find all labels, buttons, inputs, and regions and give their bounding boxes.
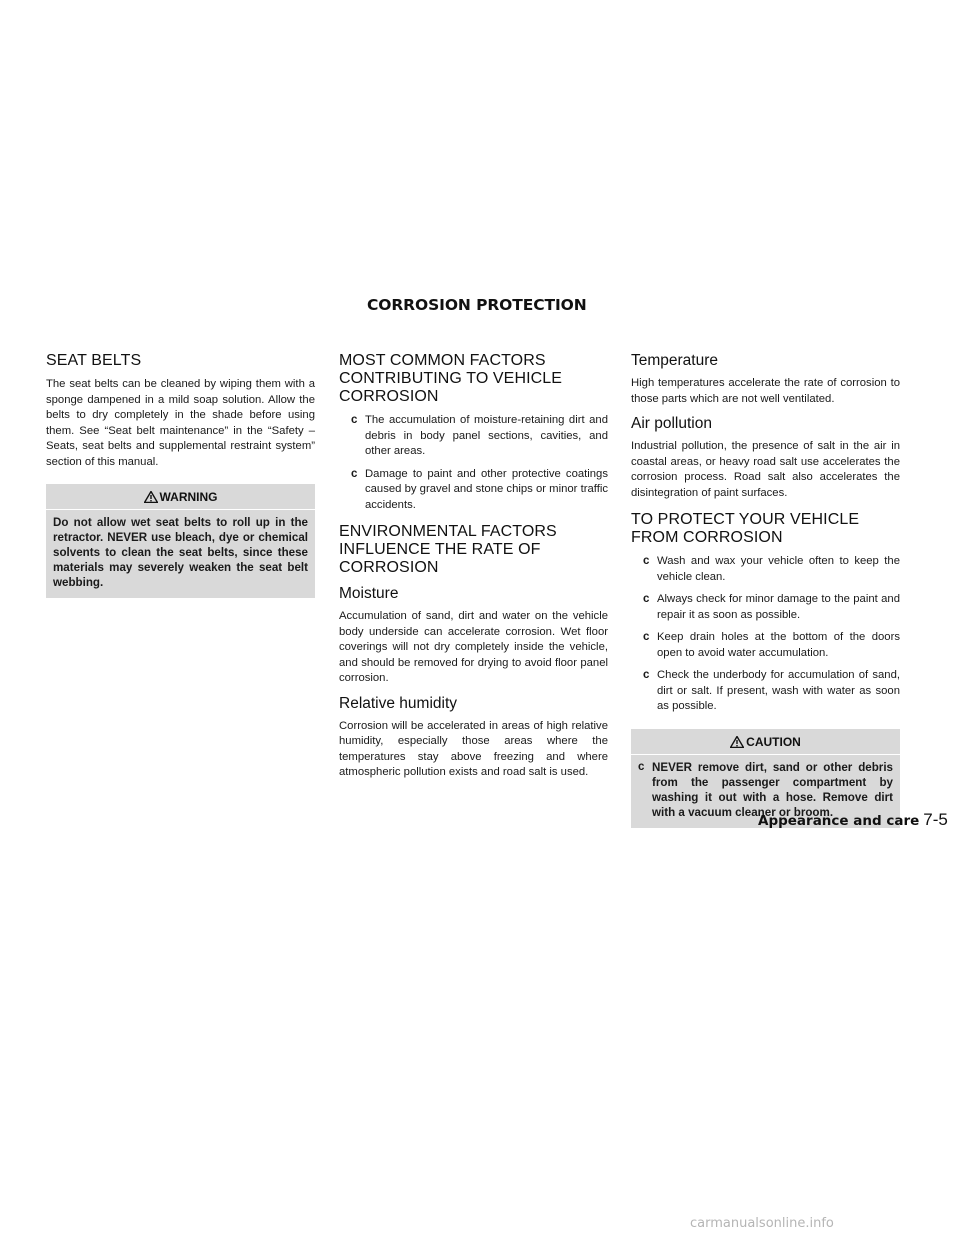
warning-title: WARNING — [159, 490, 218, 504]
page-number: 7-5 — [923, 810, 948, 829]
warning-icon — [144, 491, 158, 503]
temperature-body: High temperatures accelerate the rate of corrosion to those parts which are not well ventilated. — [631, 377, 900, 405]
temperature-heading: Temperature — [631, 352, 719, 369]
list-item: c NEVER remove dirt, sand or other debris from the passenger compartment by washing it out with a hose. Remove dirt with a vacuum cleaner or broom. — [638, 760, 893, 819]
footer-label: Appearance and care — [758, 813, 920, 829]
bullet-glyph: c — [643, 669, 650, 681]
column-factors — [339, 352, 608, 781]
bullet-glyph: c — [638, 760, 645, 773]
bullet-glyph: c — [351, 414, 358, 426]
environmental-heading: ENVIRONMENTAL FACTORS INFLUENCE THE RATE OF CORROSION — [339, 523, 557, 576]
bullet-glyph: c — [643, 555, 650, 567]
section-title: CORROSION PROTECTION — [367, 296, 587, 314]
watermark: carmanualsonline.info — [690, 1216, 834, 1231]
common-factors-list — [339, 413, 608, 513]
warning-text: Do not allow wet seat belts to roll up in the retractor. NEVER use bleach, dye or chemical solvents to clean the seat belts, since these materials may severely weaken the seat belt webbing. — [53, 516, 308, 589]
humidity-heading: Relative humidity — [339, 694, 458, 712]
bullet-glyph: c — [351, 467, 358, 480]
list-item: c Damage to paint and other protective coatings caused by gravel and stone chips or minor traffic accidents. — [351, 467, 608, 511]
page-footer — [758, 810, 948, 830]
protect-list — [631, 554, 900, 715]
moisture-body: Accumulation of sand, dirt and water on the vehicle body underside can accelerate corrosion. Wet floor coverings will not dry completely inside the vehicle, and should be removed for drying to avoid floor panel corrosion. — [339, 610, 608, 684]
caution-title: CAUTION — [746, 734, 801, 749]
list-item: c Keep drain holes at the bottom of the doors open to avoid water accumulation. — [643, 631, 900, 659]
common-factors-heading: MOST COMMON FACTORS CONTRIBUTING TO VEHICLE CORROSION — [339, 352, 563, 405]
seat-belts-body: The seat belts can be cleaned by wiping them with a sponge dampened in a mild soap solution. Allow the belts to dry completely in the shade before using them. See “Seat belt maintenance” in the “Safety – Seats, seat belts and supplemental restraint system” section of this manual. — [46, 378, 315, 468]
caution-header — [631, 735, 900, 755]
column-protection — [631, 352, 900, 828]
protect-heading: TO PROTECT YOUR VEHICLE FROM CORROSION — [631, 511, 860, 546]
warning-box — [46, 484, 315, 598]
caution-icon — [730, 736, 744, 748]
warning-header — [46, 490, 315, 510]
list-item: c Check the underbody for accumulation of sand, dirt or salt. If present, wash with water as soon as possible. — [643, 669, 900, 712]
list-item: c Always check for minor damage to the paint and repair it as soon as possible. — [643, 593, 900, 621]
list-item: c The accumulation of moisture-retaining dirt and debris in body panel sections, cavities, and other areas. — [351, 414, 608, 457]
seat-belts-heading: SEAT BELTS — [46, 352, 142, 369]
humidity-body: Corrosion will be accelerated in areas of high relative humidity, especially those areas where the temperatures stay above freezing and where atmospheric pollution exists and road salt is used. — [339, 719, 608, 778]
column-seat-belts — [46, 352, 315, 598]
air-pollution-body: Industrial pollution, the presence of salt in the air in coastal areas, or heavy road salt use accelerates the corrosion process. Road salt also accelerates the disintegration of paint surfaces. — [631, 440, 900, 499]
air-pollution-heading: Air pollution — [631, 415, 712, 432]
moisture-heading: Moisture — [339, 585, 399, 602]
list-item: c Wash and wax your vehicle often to keep the vehicle clean. — [643, 555, 900, 583]
bullet-glyph: c — [643, 593, 650, 605]
bullet-glyph: c — [643, 631, 650, 643]
